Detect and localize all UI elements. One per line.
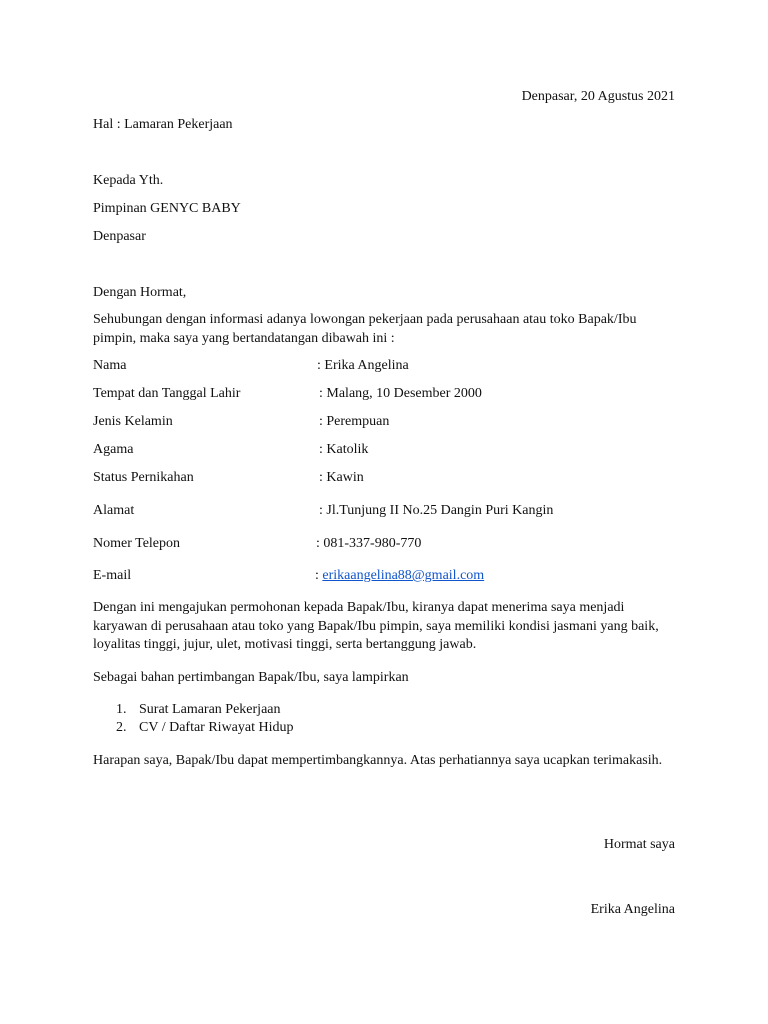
attachment-item: Surat Lamaran Pekerjaan [139,702,281,717]
attachment-number: 2. [116,720,127,735]
detail-value-marital: : Kawin [319,470,364,485]
detail-label-gender: Jenis Kelamin [93,414,173,429]
detail-value-nama: : Erika Angelina [317,358,409,373]
detail-label-phone: Nomer Telepon [93,536,181,551]
detail-label-religion: Agama [93,442,134,457]
intro-paragraph: Sehubungan dengan informasi adanya lowongan pekerjaan pada perusahaan atau toko Bapak/Ibu pimpin, maka saya yang bertandatangan dibawah ini : [93,312,637,346]
application-paragraph: Dengan ini mengajukan permohonan kepada Bapak/Ibu, kiranya dapat menerima saya menjadi karyawan di perusahaan atau toko yang Bapak/Ibu pimpin, saya memiliki kondisi jasmani yang baik, loyalitas tinggi, jujur, ulet, motivasi tinggi, serta bertanggung jawab. [93,600,659,652]
detail-value-gender: : Perempuan [319,414,390,429]
detail-label-nama: Nama [93,358,127,373]
detail-value-religion: : Katolik [319,442,369,457]
attachment-number: 1. [116,702,127,717]
attachment-item: CV / Daftar Riwayat Hidup [139,720,294,735]
email-prefix: : [315,568,323,583]
signature-name: Erika Angelina [590,902,675,917]
recipient-salutation: Kepada Yth. [93,173,164,188]
recipient-name: Pimpinan GENYC BABY [93,201,241,216]
subject-line: Hal : Lamaran Pekerjaan [93,117,233,132]
email-link[interactable]: erikaangelina88@gmail.com [322,568,485,583]
recipient-city: Denpasar [93,229,146,244]
detail-value-phone: : 081-337-980-770 [316,536,422,551]
attachments-intro: Sebagai bahan pertimbangan Bapak/Ibu, saya lampirkan [93,670,409,685]
greeting: Dengan Hormat, [93,285,187,300]
detail-label-ttl: Tempat dan Tanggal Lahir [93,386,241,401]
place-date: Denpasar, 20 Agustus 2021 [521,89,675,104]
detail-value-address: : Jl.Tunjung II No.25 Dangin Puri Kangin [319,503,554,518]
signature-regards: Hormat saya [603,837,675,852]
detail-label-email: E-mail [93,568,132,583]
detail-value-email [315,567,484,585]
detail-value-ttl: : Malang, 10 Desember 2000 [319,386,482,401]
detail-label-address: Alamat [93,503,135,518]
detail-label-marital: Status Pernikahan [93,470,194,485]
closing-paragraph: Harapan saya, Bapak/Ibu dapat mempertimbangkannya. Atas perhatiannya saya ucapkan terimakasih. [93,753,663,768]
